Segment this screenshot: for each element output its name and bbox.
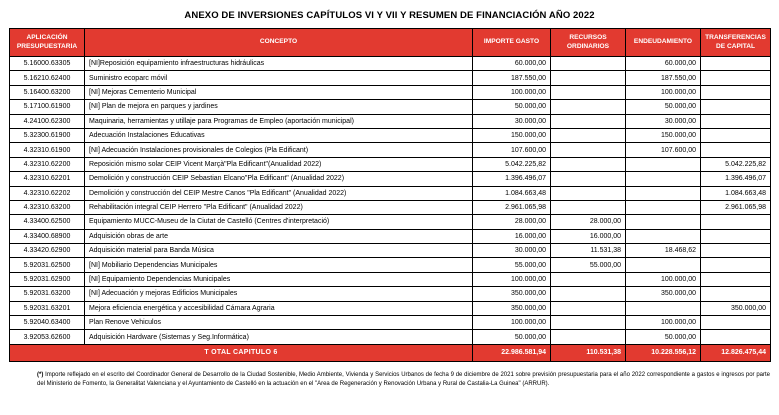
- transferencias-capital-cell: 1.084.663,48: [701, 186, 771, 200]
- endeudamiento-cell: [626, 258, 701, 272]
- recursos-ordinarios-cell: [551, 186, 626, 200]
- table-row: [10, 143, 771, 157]
- concepto-cell: [NI] Mejoras Cementerio Municipal: [85, 85, 473, 99]
- endeudamiento-cell: 107.600,00: [626, 143, 701, 157]
- importe-gasto-cell: 50.000,00: [473, 100, 551, 114]
- concepto-cell: Rehabilitación integral CEIP Herrero "Pla Edificant" (Anualidad 2022): [85, 200, 473, 214]
- recursos-ordinarios-cell: [551, 272, 626, 286]
- recursos-ordinarios-cell: 28.000,00: [551, 215, 626, 229]
- footnote-marker: (*): [37, 371, 44, 378]
- recursos-ordinarios-cell: [551, 114, 626, 128]
- concepto-cell: [NI] Plan de mejora en parques y jardines: [85, 100, 473, 114]
- endeudamiento-cell: 30.000,00: [626, 114, 701, 128]
- importe-gasto-cell: 1.084.663,48: [473, 186, 551, 200]
- endeudamiento-cell: [626, 229, 701, 243]
- table-row: [10, 128, 771, 142]
- table-row: [10, 172, 771, 186]
- transferencias-capital-cell: 2.961.065,98: [701, 200, 771, 214]
- page-title: ANEXO DE INVERSIONES CAPÍTULOS VI Y VII Y RESUMEN DE FINANCIACIÓN AÑO 2022: [184, 10, 595, 21]
- concepto-cell: Mejora eficiencia energética y accesibilidad Cámara Agraria: [85, 301, 473, 315]
- transferencias-capital-cell: 1.396.496,07: [701, 172, 771, 186]
- endeudamiento-cell: 60.000,00: [626, 57, 701, 71]
- budget-code-cell: 4.32310.61900: [10, 143, 85, 157]
- recursos-ordinarios-cell: [551, 71, 626, 85]
- table-row: [10, 287, 771, 301]
- recursos-ordinarios-cell: 55.000,00: [551, 258, 626, 272]
- recursos-ordinarios-cell: [551, 128, 626, 142]
- endeudamiento-cell: [626, 157, 701, 171]
- importe-gasto-cell: 350.000,00: [473, 287, 551, 301]
- recursos-ordinarios-cell: [551, 157, 626, 171]
- concepto-cell: Adquisición Hardware (Sistemas y Seg.Informática): [85, 330, 473, 344]
- table-row: [10, 272, 771, 286]
- table-footer: [10, 344, 771, 361]
- importe-gasto-cell: 350.000,00: [473, 301, 551, 315]
- transferencias-capital-cell: [701, 287, 771, 301]
- endeudamiento-cell: 150.000,00: [626, 128, 701, 142]
- importe-gasto-cell: 55.000,00: [473, 258, 551, 272]
- budget-code-cell: 4.24100.62300: [10, 114, 85, 128]
- total-endeudamiento: 10.228.556,12: [626, 344, 701, 361]
- endeudamiento-cell: 100.000,00: [626, 85, 701, 99]
- table-row: [10, 330, 771, 344]
- endeudamiento-cell: 100.000,00: [626, 272, 701, 286]
- transferencias-capital-cell: [701, 85, 771, 99]
- concepto-cell: Suministro ecoparc móvil: [85, 71, 473, 85]
- endeudamiento-cell: 50.000,00: [626, 330, 701, 344]
- budget-code-cell: 4.33400.68900: [10, 229, 85, 243]
- recursos-ordinarios-cell: [551, 316, 626, 330]
- endeudamiento-cell: 18.468,62: [626, 244, 701, 258]
- importe-gasto-cell: 60.000,00: [473, 57, 551, 71]
- endeudamiento-cell: [626, 200, 701, 214]
- total-label: T OTAL CAPITULO 6: [10, 344, 473, 361]
- importe-gasto-cell: 28.000,00: [473, 215, 551, 229]
- transferencias-capital-cell: [701, 57, 771, 71]
- table-row: [10, 186, 771, 200]
- transferencias-capital-cell: [701, 330, 771, 344]
- budget-code-cell: 4.32310.62201: [10, 172, 85, 186]
- table-row: [10, 316, 771, 330]
- importe-gasto-cell: 187.550,00: [473, 71, 551, 85]
- transferencias-capital-cell: [701, 316, 771, 330]
- budget-code-cell: 4.32310.63200: [10, 200, 85, 214]
- importe-gasto-cell: 100.000,00: [473, 316, 551, 330]
- endeudamiento-cell: 50.000,00: [626, 100, 701, 114]
- table-row: [10, 301, 771, 315]
- budget-code-cell: 4.33400.62500: [10, 215, 85, 229]
- budget-code-cell: 5.92031.62500: [10, 258, 85, 272]
- total-recursos: 110.531,38: [551, 344, 626, 361]
- importe-gasto-cell: 150.000,00: [473, 128, 551, 142]
- budget-code-cell: 5.92031.63200: [10, 287, 85, 301]
- importe-gasto-cell: 1.396.496,07: [473, 172, 551, 186]
- table-row: [10, 100, 771, 114]
- importe-gasto-cell: 50.000,00: [473, 330, 551, 344]
- transferencias-capital-cell: [701, 143, 771, 157]
- concepto-cell: Adecuación Instalaciones Educativas: [85, 128, 473, 142]
- endeudamiento-cell: 350.000,00: [626, 287, 701, 301]
- footnote: [37, 371, 770, 390]
- concepto-cell: Adquisición material para Banda Música: [85, 244, 473, 258]
- concepto-cell: [NI] Mobiliario Dependencias Municipales: [85, 258, 473, 272]
- table-row: [10, 229, 771, 243]
- header-recursos-ordinarios: RECURSOS ORDINARIOS: [551, 29, 626, 57]
- importe-gasto-cell: 2.961.065,98: [473, 200, 551, 214]
- table-row: [10, 200, 771, 214]
- total-transferencias: 12.826.475,44: [701, 344, 771, 361]
- budget-code-cell: 5.16400.63200: [10, 85, 85, 99]
- recursos-ordinarios-cell: 16.000,00: [551, 229, 626, 243]
- recursos-ordinarios-cell: [551, 287, 626, 301]
- concepto-cell: Demolición y construcción CEIP Sebastian Elcano"Pla Edificant" (Anualidad 2022): [85, 172, 473, 186]
- concepto-cell: Equipamiento MUCC-Museu de la Ciutat de Castelló (Centres d'interpretació): [85, 215, 473, 229]
- investments-table: [9, 28, 771, 362]
- budget-code-cell: 5.17100.61900: [10, 100, 85, 114]
- budget-code-cell: 5.92040.63400: [10, 316, 85, 330]
- budget-code-cell: 5.92031.63201: [10, 301, 85, 315]
- concepto-cell: Reposición mismo solar CEIP Vicent Marçà"Pla Edificant"(Anualidad 2022): [85, 157, 473, 171]
- importe-gasto-cell: 100.000,00: [473, 85, 551, 99]
- table-body: [10, 57, 771, 345]
- budget-code-cell: 3.92053.62600: [10, 330, 85, 344]
- header-aplicacion: APLICACIÓN PRESUPUESTARIA: [10, 29, 85, 57]
- transferencias-capital-cell: [701, 244, 771, 258]
- importe-gasto-cell: 16.000,00: [473, 229, 551, 243]
- concepto-cell: [NI] Adecuación y mejoras Edificios Municipales: [85, 287, 473, 301]
- recursos-ordinarios-cell: [551, 330, 626, 344]
- table-row: [10, 85, 771, 99]
- endeudamiento-cell: [626, 172, 701, 186]
- header-endeudamiento: ENDEUDAMIENTO: [626, 29, 701, 57]
- concepto-cell: [NI] Equipamiento Dependencias Municipales: [85, 272, 473, 286]
- importe-gasto-cell: 107.600,00: [473, 143, 551, 157]
- recursos-ordinarios-cell: [551, 85, 626, 99]
- table-row: [10, 157, 771, 171]
- header-concepto: CONCEPTO: [85, 29, 473, 57]
- transferencias-capital-cell: [701, 100, 771, 114]
- transferencias-capital-cell: 5.042.225,82: [701, 157, 771, 171]
- endeudamiento-cell: [626, 186, 701, 200]
- table-row: [10, 244, 771, 258]
- recursos-ordinarios-cell: [551, 172, 626, 186]
- recursos-ordinarios-cell: [551, 100, 626, 114]
- budget-code-cell: 5.16000.63305: [10, 57, 85, 71]
- table-header: [10, 29, 771, 57]
- concepto-cell: [NI] Adecuación Instalaciones provisionales de Colegios (Pla Edificant): [85, 143, 473, 157]
- concepto-cell: Demolición y construcción del CEIP Mestre Canos "Pla Edificant" (Anualidad 2022): [85, 186, 473, 200]
- table-row: [10, 114, 771, 128]
- concepto-cell: [NI]Reposición equipamiento infraestructuras hidráulicas: [85, 57, 473, 71]
- budget-code-cell: 4.32310.62200: [10, 157, 85, 171]
- recursos-ordinarios-cell: [551, 143, 626, 157]
- transferencias-capital-cell: [701, 272, 771, 286]
- total-row: [10, 344, 771, 361]
- recursos-ordinarios-cell: [551, 57, 626, 71]
- recursos-ordinarios-cell: [551, 301, 626, 315]
- budget-code-cell: 5.32300.61900: [10, 128, 85, 142]
- transferencias-capital-cell: [701, 215, 771, 229]
- budget-code-cell: 4.32310.62202: [10, 186, 85, 200]
- budget-code-cell: 4.33420.62900: [10, 244, 85, 258]
- header-importe-gasto: IMPORTE GASTO: [473, 29, 551, 57]
- transferencias-capital-cell: [701, 114, 771, 128]
- recursos-ordinarios-cell: 11.531,38: [551, 244, 626, 258]
- concepto-cell: Plan Renove Vehiculos: [85, 316, 473, 330]
- endeudamiento-cell: 100.000,00: [626, 316, 701, 330]
- importe-gasto-cell: 100.000,00: [473, 272, 551, 286]
- concepto-cell: Maquinaria, herramientas y utillaje para Programas de Empleo (aportación municipal): [85, 114, 473, 128]
- transferencias-capital-cell: [701, 128, 771, 142]
- endeudamiento-cell: [626, 215, 701, 229]
- table-row: [10, 258, 771, 272]
- importe-gasto-cell: 5.042.225,82: [473, 157, 551, 171]
- transferencias-capital-cell: 350.000,00: [701, 301, 771, 315]
- importe-gasto-cell: 30.000,00: [473, 244, 551, 258]
- total-importe: 22.986.581,94: [473, 344, 551, 361]
- table-row: [10, 71, 771, 85]
- transferencias-capital-cell: [701, 71, 771, 85]
- endeudamiento-cell: [626, 301, 701, 315]
- footnote-text: Importe reflejado en el escrito del Coordinador General de Desarrollo de la Ciudad Sostenible, Medio Ambiente, Vivienda y Servicios Urbanos de fecha 9 de diciembre de 2021 sobre previsión presupuestaria para el año 2022 correspondiente a gastos e ingresos por parte del Ministerio de Fomento, la Generalitat Valenciana y el Ayuntamiento de Castelló en la actuación en el "Area de Regeneración y Renovación Urbana y Rural de Castalia-La Guinea" (ARRUR).: [37, 371, 770, 388]
- budget-code-cell: 5.92031.62900: [10, 272, 85, 286]
- importe-gasto-cell: 30.000,00: [473, 114, 551, 128]
- header-transferencias: TRANSFERENCIAS DE CAPITAL: [701, 29, 771, 57]
- recursos-ordinarios-cell: [551, 200, 626, 214]
- transferencias-capital-cell: [701, 229, 771, 243]
- transferencias-capital-cell: [701, 258, 771, 272]
- budget-code-cell: 5.16210.62400: [10, 71, 85, 85]
- concepto-cell: Adquisición obras de arte: [85, 229, 473, 243]
- endeudamiento-cell: 187.550,00: [626, 71, 701, 85]
- table-row: [10, 215, 771, 229]
- table-row: [10, 57, 771, 71]
